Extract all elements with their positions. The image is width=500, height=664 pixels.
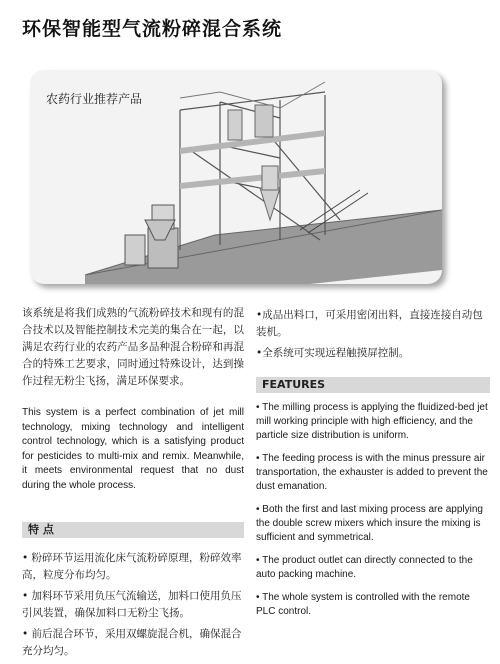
list-item: • The milling process is applying the fluidized-bed jet mill working principle with high efficiency, and the particle size distribution is uniform. <box>256 402 488 441</box>
product-image-panel <box>30 70 442 284</box>
features-cn-section <box>22 522 244 664</box>
hero-label: 农药行业推荐产品 <box>46 92 143 106</box>
list-item: • Both the first and last mixing process are applying the double screw mixers which insure the mixing is sufficient and symmetrical. <box>256 504 483 543</box>
features-en-list <box>256 401 490 619</box>
left-column <box>22 305 244 493</box>
list-item: • The whole system is controlled with the remote PLC control. <box>256 592 470 617</box>
features-cn-heading: 特 点 <box>22 522 244 538</box>
list-item: •全系统可实现远程触摸屏控制。 <box>256 347 410 359</box>
list-item: • 前后混合环节，采用双螺旋混合机，确保混合充分均匀。 <box>22 628 242 657</box>
right-cn-section <box>256 307 490 366</box>
list-item: • 粉碎环节运用流化床气流粉碎原理，粉碎效率高，粒度分布均匀。 <box>22 552 242 581</box>
intro-english: This system is a perfect combination of jet mill technology, mixing technology and intelligent control technology, which is a satisfying product for pesticides to multi-mix and remix. Meanwhile, it meets environmental request that no dust during the whole process. <box>22 407 244 491</box>
plant-illustration <box>30 70 442 284</box>
page-title: 环保智能型气流粉碎混合系统 <box>22 18 283 40</box>
list-item: •成品出料口，可采用密闭出料，直接连接自动包装机。 <box>256 309 483 338</box>
right-cn-list <box>256 307 490 362</box>
list-item: • The product outlet can directly connected to the auto packing machine. <box>256 555 473 580</box>
features-en-heading: FEATURES <box>256 377 490 393</box>
features-en-section <box>256 377 490 628</box>
features-cn-list <box>22 550 244 660</box>
list-item: • The feeding process is with the minus pressure air transportation, the exhauster is added to prevent the dust emanation. <box>256 453 488 492</box>
list-item: • 加料环节采用负压气流输送，加料口使用负压引风装置，确保加料口无粉尘飞扬。 <box>22 590 242 619</box>
intro-chinese: 该系统是将我们成熟的气流粉碎技术和现有的混合技术以及智能控制技术完美的集合在一起，以满足农药行业的农药产品多品种混合粉碎和再混合的特殊工艺要求，同时通过特殊设计，达到操作过程无粉尘飞扬，满足环保要求。 <box>22 307 244 387</box>
